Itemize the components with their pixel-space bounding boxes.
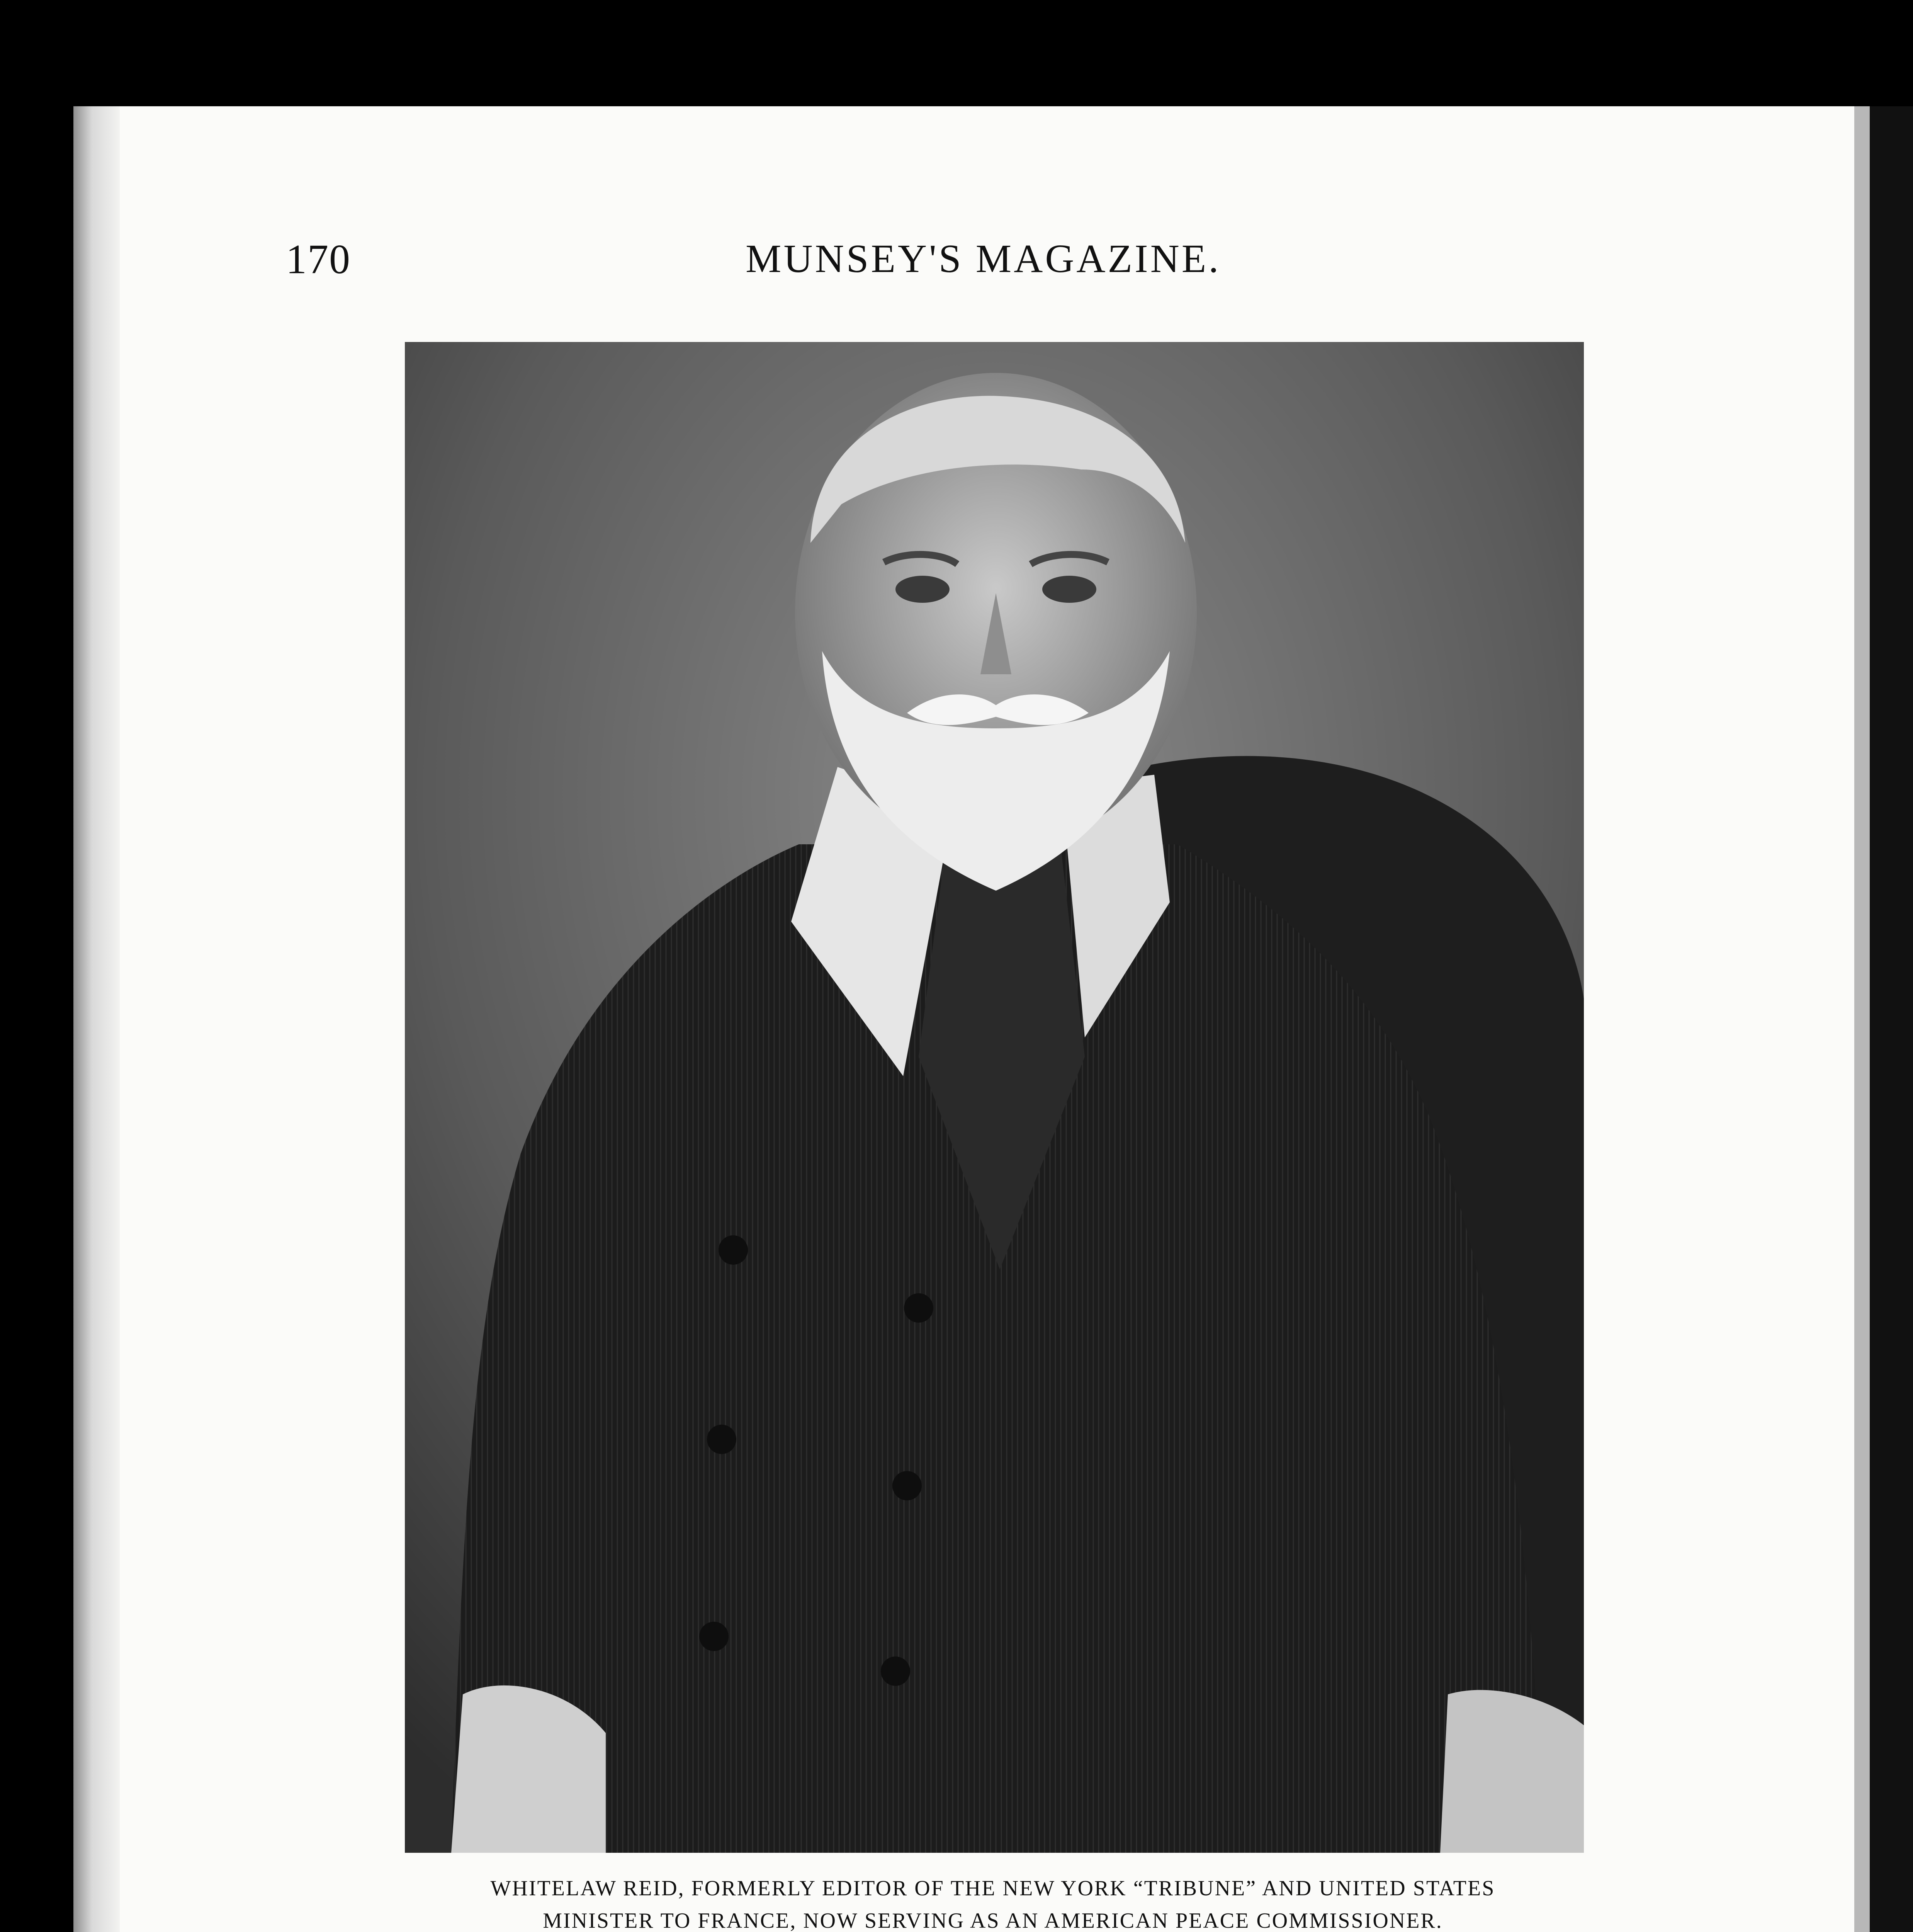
next-page-edge [1854,106,1870,1932]
running-title: MUNSEY'S MAGAZINE. [746,236,1221,281]
caption-line-1: WHITELAW REID, FORMERLY EDITOR OF THE NEW YORK “TRIBUNE” AND UNITED STATES [490,1876,1495,1900]
portrait-illustration [405,342,1584,1853]
page-number: 170 [286,236,351,282]
page-gutter-shadow [73,106,120,1932]
figure-caption [324,1872,1661,1932]
page-header [0,236,1913,290]
scan-background-strip [1870,106,1913,1932]
portrait-photograph [405,342,1584,1853]
caption-line-2: MINISTER TO FRANCE, NOW SERVING AS AN AMERICAN PEACE COMMISSIONER. [543,1909,1443,1932]
